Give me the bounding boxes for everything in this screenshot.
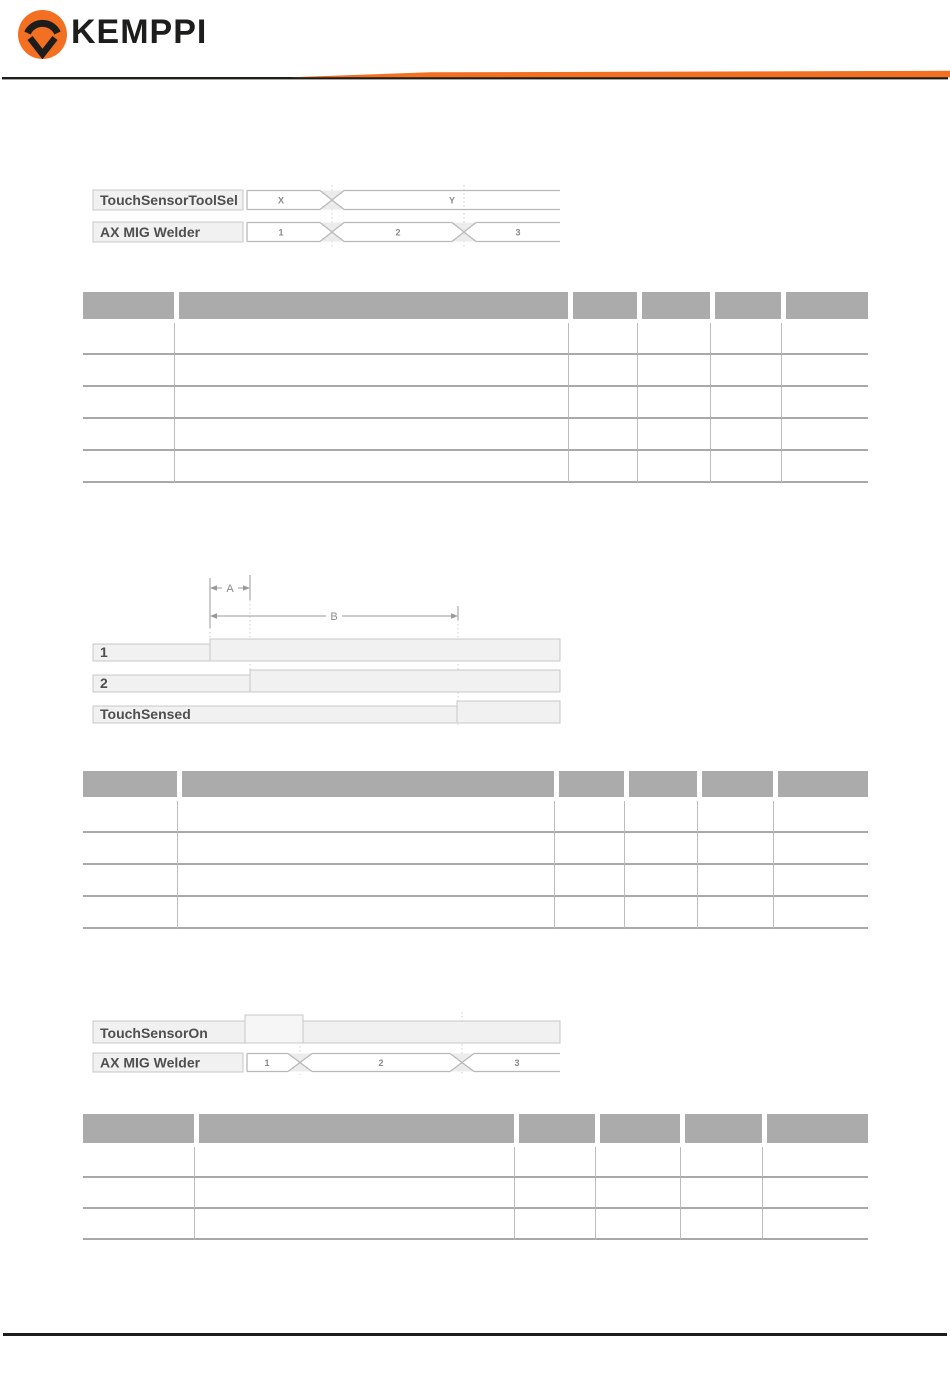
bus-value: 3 xyxy=(515,227,521,238)
table-cell xyxy=(762,1147,868,1178)
table-cell xyxy=(174,419,568,451)
table-cell xyxy=(710,419,781,451)
table-cell xyxy=(83,451,174,483)
table-header-cell xyxy=(568,292,637,323)
table-cell xyxy=(194,1209,514,1240)
footer-rule xyxy=(3,1333,947,1336)
table-cell xyxy=(568,355,637,387)
table-cell xyxy=(174,323,568,355)
table-header-cell xyxy=(781,292,868,323)
table-cell xyxy=(637,451,710,483)
table-cell xyxy=(781,323,868,355)
table-header-cell xyxy=(554,771,624,801)
diagram-touch-timing xyxy=(83,570,570,730)
table-cell xyxy=(554,801,624,833)
table-cell xyxy=(568,387,637,419)
table-cell xyxy=(595,1178,680,1209)
table-cell xyxy=(568,323,637,355)
table-cell xyxy=(697,833,773,865)
table-cell xyxy=(595,1147,680,1178)
signal-pulse-high xyxy=(245,1015,303,1043)
table-cell xyxy=(680,1209,762,1240)
table-cell xyxy=(637,387,710,419)
table-cell xyxy=(83,323,174,355)
table-header-row xyxy=(83,771,868,801)
signal-label: 1 xyxy=(100,644,108,660)
table-cell xyxy=(710,323,781,355)
table-cell xyxy=(624,865,697,897)
table-cell xyxy=(762,1209,868,1240)
signal-label: AX MIG Welder xyxy=(100,1054,201,1071)
table-cell xyxy=(83,387,174,419)
bus-value: Y xyxy=(448,195,456,206)
table-header-cell xyxy=(624,771,697,801)
table-cell xyxy=(568,419,637,451)
diagram-sensor-on xyxy=(83,1010,570,1076)
signal-low-level xyxy=(303,1021,560,1043)
signal-label: 2 xyxy=(100,675,108,691)
table-cell xyxy=(177,833,554,865)
bus-value: 1 xyxy=(278,227,284,238)
table-cell xyxy=(194,1178,514,1209)
table-row xyxy=(83,1147,868,1178)
table-cell xyxy=(697,801,773,833)
signal-label-box xyxy=(93,675,250,692)
signal-table-2 xyxy=(83,771,868,929)
table-header-row xyxy=(83,1114,868,1147)
table-row xyxy=(83,355,868,387)
table-row xyxy=(83,801,868,833)
table-cell xyxy=(697,897,773,929)
table-cell xyxy=(514,1209,595,1240)
signal-label: TouchSensorToolSel xyxy=(100,192,238,208)
bus-value: 3 xyxy=(514,1058,520,1068)
table-cell xyxy=(697,865,773,897)
signal-high-level xyxy=(210,639,560,661)
header-rule-graphic xyxy=(0,60,950,85)
table-header-cell xyxy=(637,292,710,323)
signal-label: TouchSensorOn xyxy=(100,1025,208,1041)
table-header-cell xyxy=(177,771,554,801)
bus-value: 1 xyxy=(264,1058,270,1068)
table-cell xyxy=(83,1147,194,1178)
brand-wordmark: KEMPPI xyxy=(71,13,208,51)
table-row xyxy=(83,387,868,419)
signal-label: TouchSensed xyxy=(100,706,191,722)
table-cell xyxy=(624,897,697,929)
table-header-cell xyxy=(710,292,781,323)
table-cell xyxy=(83,801,177,833)
table-cell xyxy=(554,865,624,897)
table-header-cell xyxy=(83,1114,194,1147)
table-header-cell xyxy=(83,292,174,323)
table-cell xyxy=(174,387,568,419)
table-cell xyxy=(781,419,868,451)
table-header-cell xyxy=(194,1114,514,1147)
orange-swoosh xyxy=(290,71,950,77)
page-header xyxy=(0,0,950,85)
signal-table-2-grid xyxy=(83,771,868,929)
table-cell xyxy=(624,833,697,865)
table-cell xyxy=(83,897,177,929)
table-row xyxy=(83,865,868,897)
table-header-cell xyxy=(514,1114,595,1147)
table-cell xyxy=(83,355,174,387)
signal-table-1-grid xyxy=(83,292,868,483)
table-header-row xyxy=(83,292,868,323)
table-header-cell xyxy=(174,292,568,323)
table-cell xyxy=(83,1209,194,1240)
table-cell xyxy=(194,1147,514,1178)
signal-table-1 xyxy=(83,292,868,483)
table-cell xyxy=(637,323,710,355)
table-cell xyxy=(773,833,868,865)
signal-label: AX MIG Welder xyxy=(100,224,201,240)
table-row xyxy=(83,451,868,483)
kemppi-emblem-icon xyxy=(16,8,70,62)
table-row xyxy=(83,897,868,929)
table-cell xyxy=(680,1178,762,1209)
table-cell xyxy=(762,1178,868,1209)
bus-value: X xyxy=(277,195,285,206)
table-cell xyxy=(773,865,868,897)
table-header-cell xyxy=(680,1114,762,1147)
table-cell xyxy=(595,1209,680,1240)
table-cell xyxy=(781,387,868,419)
table-cell xyxy=(177,865,554,897)
table-cell xyxy=(174,451,568,483)
dimension-label: A xyxy=(226,583,234,595)
signal-table-3-grid xyxy=(83,1114,868,1240)
table-cell xyxy=(174,355,568,387)
table-cell xyxy=(781,451,868,483)
table-header-cell xyxy=(595,1114,680,1147)
table-row xyxy=(83,1209,868,1240)
table-row xyxy=(83,419,868,451)
table-header-cell xyxy=(773,771,868,801)
table-cell xyxy=(177,897,554,929)
table-cell xyxy=(554,833,624,865)
table-cell xyxy=(83,865,177,897)
table-cell xyxy=(514,1147,595,1178)
table-cell xyxy=(83,1178,194,1209)
bus-value: 2 xyxy=(395,227,401,238)
dimension-label: B xyxy=(330,611,338,623)
table-row xyxy=(83,1178,868,1209)
signal-high-level xyxy=(250,670,560,692)
table-cell xyxy=(781,355,868,387)
table-cell xyxy=(624,801,697,833)
table-cell xyxy=(83,833,177,865)
table-cell xyxy=(710,387,781,419)
signal-table-3 xyxy=(83,1114,868,1240)
table-header-cell xyxy=(697,771,773,801)
table-row xyxy=(83,833,868,865)
table-cell xyxy=(177,801,554,833)
table-header-cell xyxy=(83,771,177,801)
bus-value: 2 xyxy=(378,1058,384,1068)
table-cell xyxy=(773,897,868,929)
table-cell xyxy=(637,419,710,451)
table-cell xyxy=(773,801,868,833)
diagram-tool-select xyxy=(83,185,570,249)
table-cell xyxy=(680,1147,762,1178)
table-cell xyxy=(83,419,174,451)
signal-high-level xyxy=(457,701,560,723)
table-cell xyxy=(554,897,624,929)
table-row xyxy=(83,323,868,355)
table-cell xyxy=(710,451,781,483)
table-cell xyxy=(568,451,637,483)
table-cell xyxy=(710,355,781,387)
table-cell xyxy=(514,1178,595,1209)
table-header-cell xyxy=(762,1114,868,1147)
signal-label-box xyxy=(93,644,210,661)
table-cell xyxy=(637,355,710,387)
